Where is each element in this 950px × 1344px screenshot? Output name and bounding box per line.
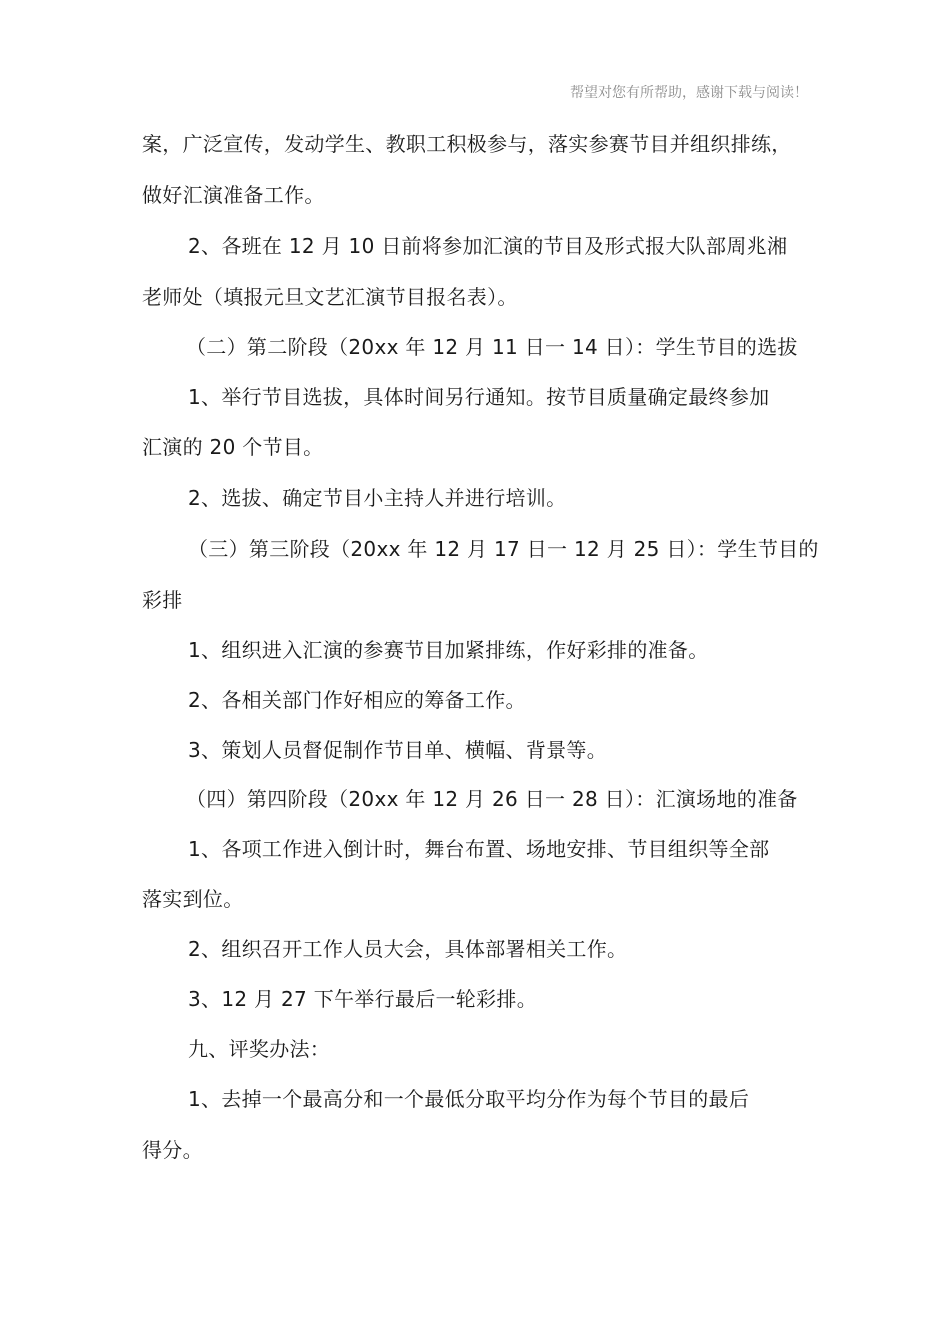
paragraph-line: 2、组织召开工作人员大会，具体部署相关工作。 <box>188 937 628 961</box>
paragraph-line: 1、去掉一个最高分和一个最低分取平均分作为每个节目的最后 <box>188 1087 750 1111</box>
paragraph-line: 彩排 <box>142 588 183 612</box>
paragraph-line: 老师处（填报元旦文艺汇演节目报名表）。 <box>142 285 518 309</box>
section-heading: （三）第三阶段（20xx 年 12 月 17 日一 12 月 25 日）：学生节目的 <box>188 537 819 561</box>
paragraph-line: 落实到位。 <box>142 887 244 911</box>
paragraph-line: 2、选拔、确定节目小主持人并进行培训。 <box>188 486 567 510</box>
section-heading: 九、评奖办法： <box>188 1037 331 1061</box>
paragraph-line: 2、各相关部门作好相应的筹备工作。 <box>188 688 526 712</box>
section-heading: （二）第二阶段（20xx 年 12 月 11 日一 14 日）：学生节目的选拔 <box>186 335 798 359</box>
paragraph-line: 汇演的 20 个节目。 <box>142 435 324 459</box>
paragraph-line: 得分。 <box>142 1138 203 1162</box>
section-heading: （四）第四阶段（20xx 年 12 月 26 日一 28 日）：汇演场地的准备 <box>186 787 798 811</box>
paragraph-line: 3、12 月 27 下午举行最后一轮彩排。 <box>188 987 537 1011</box>
paragraph-line: 1、各项工作进入倒计时，舞台布置、场地安排、节目组织等全部 <box>188 837 770 861</box>
paragraph-line: 做好汇演准备工作。 <box>142 183 325 207</box>
paragraph-line: 1、组织进入汇演的参赛节目加紧排练，作好彩排的准备。 <box>188 638 709 662</box>
paragraph-line: 案，广泛宣传，发动学生、教职工积极参与，落实参赛节目并组织排练， <box>142 132 792 156</box>
header-note: 帮望对您有所帮助，感谢下载与阅读！ <box>570 85 808 101</box>
paragraph-line: 2、各班在 12 月 10 日前将参加汇演的节目及形式报大队部周兆湘 <box>188 234 788 258</box>
paragraph-line: 3、策划人员督促制作节目单、横幅、背景等。 <box>188 738 608 762</box>
paragraph-line: 1、举行节目选拔，具体时间另行通知。按节目质量确定最终参加 <box>188 385 770 409</box>
